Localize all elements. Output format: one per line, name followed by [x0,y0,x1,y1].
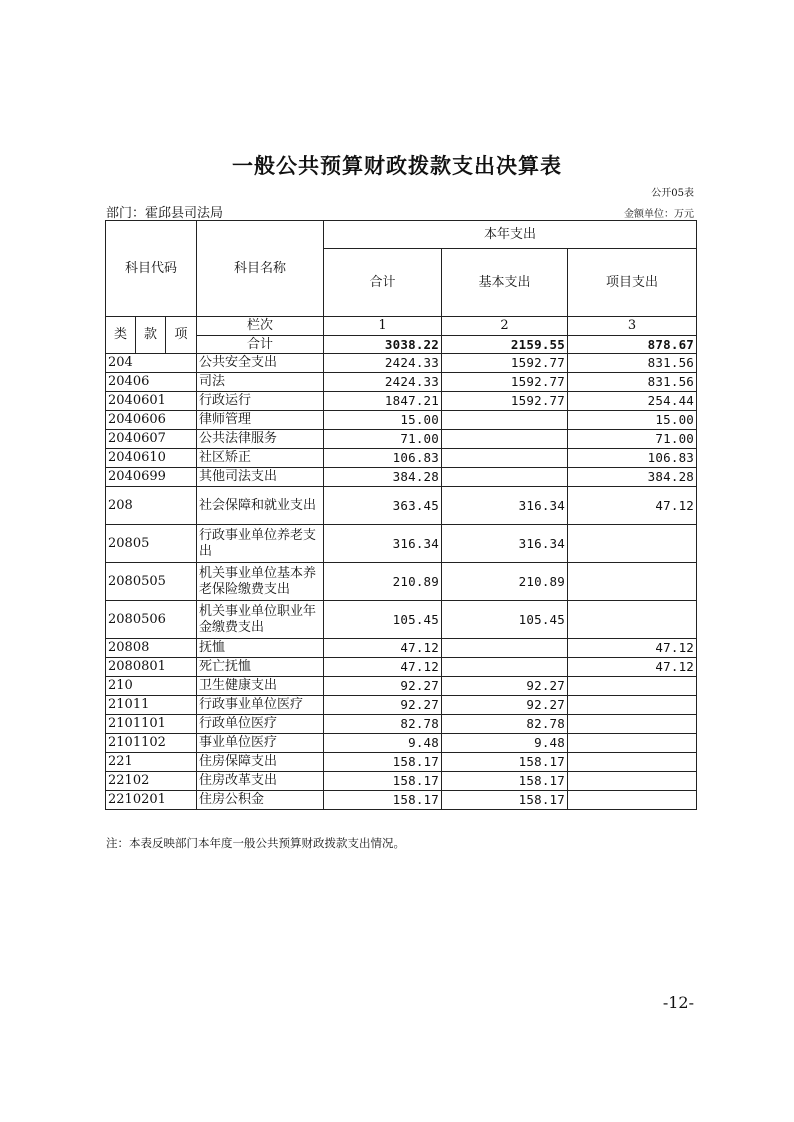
row-total: 106.83 [324,449,442,468]
row-basic: 158.17 [442,753,568,772]
row-code: 20406 [106,373,197,392]
header-col-1: 1 [324,317,442,336]
row-basic [442,411,568,430]
row-project: 384.28 [568,468,697,487]
row-basic [442,449,568,468]
row-code: 2080801 [106,658,197,677]
row-name: 机关事业单位职业年金缴费支出 [197,601,324,639]
table-row [106,392,697,411]
footnote: 注：本表反映部门本年度一般公共预算财政拨款支出情况。 [106,836,405,850]
row-project [568,677,697,696]
row-total: 363.45 [324,487,442,525]
table-row [106,468,697,487]
row-basic: 1592.77 [442,373,568,392]
header-project: 项目支出 [568,249,697,317]
row-name: 卫生健康支出 [197,677,324,696]
row-total: 92.27 [324,696,442,715]
row-name: 住房保障支出 [197,753,324,772]
header-col-2: 2 [442,317,568,336]
row-project [568,696,697,715]
row-name: 机关事业单位基本养老保险缴费支出 [197,563,324,601]
table-row [106,354,697,373]
form-code: 公开05表 [651,188,694,199]
row-project: 254.44 [568,392,697,411]
table-row [106,601,697,639]
table-row [106,487,697,525]
table-row [106,525,697,563]
row-basic: 92.27 [442,677,568,696]
table-row [106,677,697,696]
row-code: 20805 [106,525,197,563]
table-row [106,449,697,468]
table-row [106,373,697,392]
row-name: 律师管理 [197,411,324,430]
row-project: 831.56 [568,354,697,373]
row-name: 社区矫正 [197,449,324,468]
row-name: 抚恤 [197,639,324,658]
row-code: 210 [106,677,197,696]
row-code: 2101101 [106,715,197,734]
row-basic: 9.48 [442,734,568,753]
row-code: 221 [106,753,197,772]
table-row [106,430,697,449]
row-code: 2040607 [106,430,197,449]
row-name: 其他司法支出 [197,468,324,487]
row-project: 71.00 [568,430,697,449]
table-row [106,791,697,810]
row-project: 47.12 [568,487,697,525]
row-name: 住房改革支出 [197,772,324,791]
row-project [568,563,697,601]
total-row-label: 合计 [197,336,324,354]
total-row-total: 3038.22 [324,336,442,354]
row-name: 行政事业单位医疗 [197,696,324,715]
row-name: 司法 [197,373,324,392]
header-kuan: 款 [136,317,166,354]
row-basic [442,468,568,487]
row-total: 316.34 [324,525,442,563]
row-total: 71.00 [324,430,442,449]
row-basic: 1592.77 [442,392,568,411]
table-row [106,411,697,430]
row-project: 15.00 [568,411,697,430]
row-project: 831.56 [568,373,697,392]
table-row [106,563,697,601]
row-total: 158.17 [324,753,442,772]
unit-label: 金额单位：万元 [624,209,694,220]
row-project: 47.12 [568,639,697,658]
row-total: 384.28 [324,468,442,487]
row-code: 2210201 [106,791,197,810]
row-total: 15.00 [324,411,442,430]
table-row [106,639,697,658]
row-project: 106.83 [568,449,697,468]
row-total: 158.17 [324,791,442,810]
row-total: 47.12 [324,658,442,677]
row-total: 105.45 [324,601,442,639]
row-total: 158.17 [324,772,442,791]
row-project [568,601,697,639]
header-code: 科目代码 [106,221,197,317]
row-code: 2080506 [106,601,197,639]
row-name: 行政运行 [197,392,324,411]
row-name: 行政事业单位养老支出 [197,525,324,563]
header-total: 合计 [324,249,442,317]
row-name: 社会保障和就业支出 [197,487,324,525]
total-row-project: 878.67 [568,336,697,354]
header-lei: 类 [106,317,136,354]
row-total: 47.12 [324,639,442,658]
total-row-basic: 2159.55 [442,336,568,354]
row-code: 204 [106,354,197,373]
row-code: 2040606 [106,411,197,430]
row-name: 公共法律服务 [197,430,324,449]
row-basic: 105.45 [442,601,568,639]
row-project [568,772,697,791]
row-project [568,734,697,753]
row-code: 2040610 [106,449,197,468]
row-code: 208 [106,487,197,525]
row-basic: 316.34 [442,525,568,563]
header-col-3: 3 [568,317,697,336]
table-row [106,658,697,677]
row-basic: 316.34 [442,487,568,525]
row-total: 2424.33 [324,354,442,373]
row-code: 2080505 [106,563,197,601]
row-basic: 92.27 [442,696,568,715]
row-total: 9.48 [324,734,442,753]
row-basic [442,430,568,449]
header-current-year: 本年支出 [324,221,697,249]
row-basic [442,639,568,658]
row-basic: 82.78 [442,715,568,734]
row-total: 92.27 [324,677,442,696]
header-xiang: 项 [166,317,197,354]
table-row [106,696,697,715]
row-code: 2101102 [106,734,197,753]
row-name: 住房公积金 [197,791,324,810]
page-number: -12- [662,993,694,1012]
table-row [106,734,697,753]
row-basic: 1592.77 [442,354,568,373]
row-total: 1847.21 [324,392,442,411]
row-basic: 210.89 [442,563,568,601]
expenditure-table [105,220,697,810]
row-basic [442,658,568,677]
table-row [106,715,697,734]
row-project [568,525,697,563]
row-total: 82.78 [324,715,442,734]
row-basic: 158.17 [442,772,568,791]
row-total: 210.89 [324,563,442,601]
header-basic: 基本支出 [442,249,568,317]
row-project [568,715,697,734]
row-name: 公共安全支出 [197,354,324,373]
row-code: 2040601 [106,392,197,411]
row-name: 行政单位医疗 [197,715,324,734]
row-name: 事业单位医疗 [197,734,324,753]
page-title: 一般公共预算财政拨款支出决算表 [232,154,562,178]
row-code: 2040699 [106,468,197,487]
row-code: 21011 [106,696,197,715]
row-project [568,753,697,772]
row-name: 死亡抚恤 [197,658,324,677]
row-total: 2424.33 [324,373,442,392]
row-basic: 158.17 [442,791,568,810]
table-row [106,772,697,791]
row-project: 47.12 [568,658,697,677]
row-code: 22102 [106,772,197,791]
table-row [106,753,697,772]
row-project [568,791,697,810]
row-code: 20808 [106,639,197,658]
header-column-index: 栏次 [197,317,324,336]
header-name: 科目名称 [197,221,324,317]
department-label: 部门：霍邱县司法局 [106,206,224,221]
